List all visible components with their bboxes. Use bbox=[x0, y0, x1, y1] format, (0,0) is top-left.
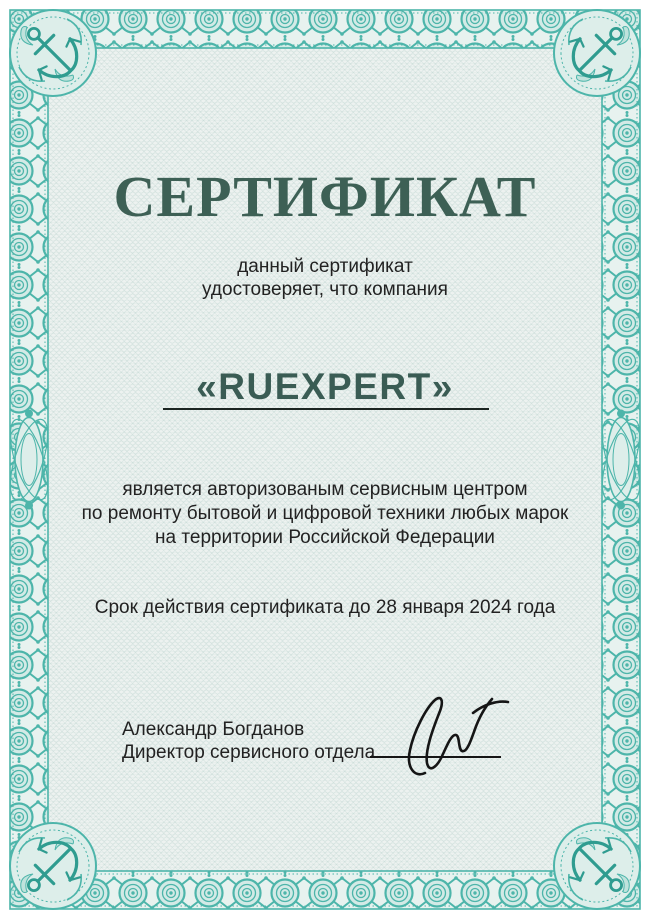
company-underline bbox=[163, 408, 489, 410]
certificate-body bbox=[0, 478, 650, 550]
body-line-1: является авторизованым сервисным центром bbox=[122, 479, 528, 500]
certificate-title: СЕРТИФИКАТ bbox=[113, 164, 537, 229]
intro-text bbox=[0, 255, 650, 301]
signer-role: Директор сервисного отдела bbox=[122, 742, 376, 763]
company-name: «RUEXPERT» bbox=[196, 366, 454, 407]
signer-name: Александр Богданов bbox=[122, 719, 305, 740]
signature bbox=[370, 688, 515, 783]
body-line-3: на территории Российской Федерации bbox=[155, 527, 495, 548]
validity-line: Срок действия сертификата до 28 января 2024 года bbox=[94, 597, 556, 618]
intro-line-2: удостоверяет, что компания bbox=[202, 279, 448, 300]
signer-block bbox=[122, 718, 375, 764]
body-line-2: по ремонту бытовой и цифровой техники любых марок bbox=[81, 503, 569, 524]
intro-line-1: данный сертификат bbox=[237, 256, 413, 277]
